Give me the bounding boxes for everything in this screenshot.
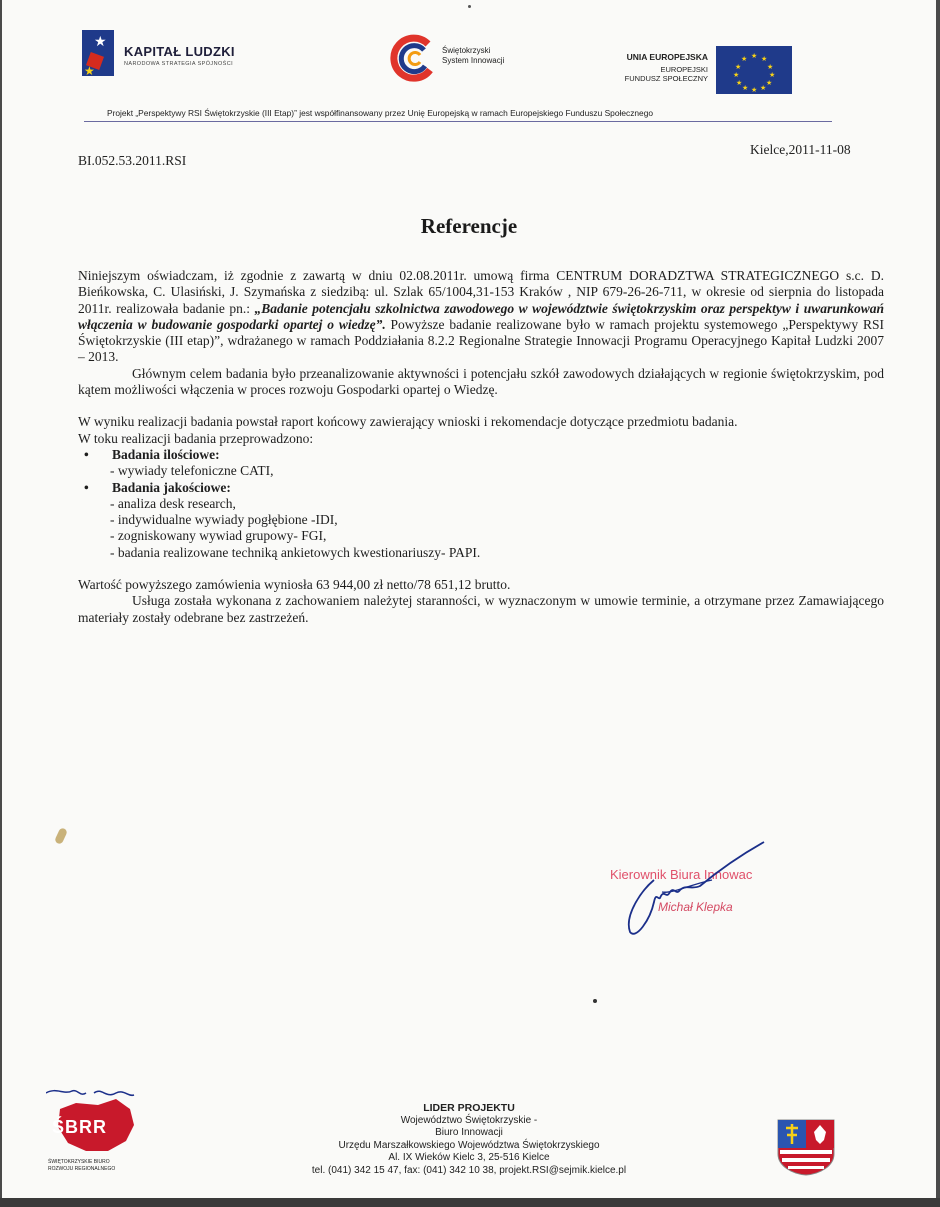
- footer-line-4: Al. IX Wieków Kielc 3, 25-516 Kielce: [388, 1152, 550, 1164]
- stamp-line-2: Michał Klepka: [658, 900, 733, 914]
- kapital-ludzki-logo: [82, 30, 262, 80]
- paragraph-4: W toku realizacji badania przeprowadzono:: [78, 430, 314, 446]
- stamp-line-1: Kierownik Biura Innowac: [610, 867, 753, 882]
- eu-block: [602, 46, 802, 96]
- paragraph-3: W wyniku realizacji badania powstał raport końcowy zawierający wnioski i rekomendacje dotyczące przedmiotu badania.: [78, 414, 738, 430]
- kapital-ludzki-subtitle: NARODOWA STRATEGIA SPÓJNOŚCI: [124, 61, 233, 67]
- list-item-quantitative: • Badania ilościowe:: [78, 447, 884, 463]
- kapital-ludzki-title: KAPITAŁ LUDZKI: [124, 44, 235, 59]
- paragraph-5: Wartość powyższego zamówienia wyniosła 63 944,00 zł netto/78 651,12 brutto.: [78, 577, 511, 593]
- study-title: „Badanie potencjału szkolnictwa zawodowego w województwie świętokrzyskim oraz perspektyw i uwarunkowań włączenia w budowanie gospodarki opartej o wiedzę”.: [78, 300, 884, 332]
- footer-line-2: Biuro Innowacji: [435, 1127, 503, 1139]
- sbrr-subtitle-1: ŚWIĘTOKRZYSKIE BIURO: [48, 1159, 110, 1165]
- paragraph-1: [78, 268, 884, 366]
- eu-line3: FUNDUSZ SPOŁECZNY: [624, 74, 708, 83]
- list-item-qualitative: • Badania jakościowe:: [78, 480, 884, 496]
- letter-page: [2, 0, 936, 1198]
- methods-list: [78, 447, 884, 561]
- sbrr-subtitle-2: ROZWOJU REGIONALNEGO: [48, 1166, 116, 1172]
- signature-stamp: [602, 840, 822, 950]
- letter-heading: Referencje: [420, 214, 518, 238]
- coat-of-arms-icon: [776, 1118, 836, 1176]
- ssi-logo: [390, 34, 530, 84]
- letter-body: [78, 268, 884, 626]
- ssi-line2: System Innowacji: [442, 56, 505, 65]
- paper-dot: [468, 5, 471, 8]
- eu-line1: UNIA EUROPEJSKA: [626, 52, 708, 62]
- footer-line-5: tel. (041) 342 15 47, fax: (041) 342 10 38, projekt.RSI@sejmik.kielce.pl: [311, 1164, 627, 1176]
- sbrr-logo-text: ŚBRR: [52, 1117, 108, 1137]
- place-and-date: Kielce,2011-11-08: [750, 142, 851, 157]
- paper-smudge: [54, 827, 68, 845]
- footer-line-1: Województwo Świętokrzyskie -: [400, 1114, 538, 1126]
- list-item: - wywiady telefoniczne CATI,: [110, 463, 274, 479]
- scan-edge-shadow: [0, 1198, 940, 1207]
- handwritten-signature-icon: [602, 840, 822, 950]
- eu-flag-icon: ★ ★ ★ ★ ★ ★ ★ ★ ★ ★ ★ ★: [716, 46, 792, 94]
- header-divider: [84, 121, 832, 122]
- list-item: - badania realizowane techniką ankietowych kwestionariuszy- PAPI.: [110, 544, 481, 560]
- eu-line2: EUROPEJSKI: [660, 65, 708, 74]
- list-item: - indywidualne wywiady pogłębione -IDI,: [110, 512, 338, 528]
- footer-title: LIDER PROJEKTU: [423, 1102, 515, 1114]
- paper-dot: [593, 999, 597, 1003]
- paragraph-6: Usługa została wykonana z zachowaniem należytej staranności, w wyznaczonym w umowie terminie, a otrzymane przez Zamawiającego materiały zostały odebrane bez zastrzeżeń.: [78, 593, 884, 625]
- paragraph-2: Głównym celem badania było przeanalizowanie aktywności i potencjału szkół zawodowych działających w regionie świętokrzyskim, pod kątem możliwości włączenia w proces rozwoju Gospodarki opartej o Wiedzę.: [78, 365, 884, 398]
- ssi-line1: Świętokrzyski: [442, 46, 491, 55]
- paragraph-1-intro: Niniejszym oświadczam, iż zgodnie z zawartą w dniu 02.08.2011r. umową firma CENTRUM DORADZTWA STRATEGICZNEGO s.c. D. Bieńkowska, C. Ulasiński, J. Szymańska z siedzibą: ul. Szlak 65/1004,31-153 Kraków , NIP 679-26-26-711, w okresie od sierpnia do listopada 2011r. realizowała badanie pn.:: [78, 268, 884, 316]
- project-cofinancing-line: Projekt „Perspektywy RSI Świętokrzyskie (III Etap)” jest współfinansowany przez Unię Europejską w ramach Europejskiego Funduszu Społecznego: [107, 108, 654, 118]
- footer-line-3: Urzędu Marszałkowskiego Województwa Świętokrzyskiego: [338, 1139, 600, 1151]
- list-item: - zogniskowany wywiad grupowy- FGI,: [110, 528, 327, 544]
- reference-number: BI.052.53.2011.RSI: [78, 153, 187, 168]
- list-item: - analiza desk research,: [110, 495, 236, 511]
- kapital-ludzki-flag-icon: ★ ★: [82, 30, 114, 76]
- paragraph-1-rest: Powyższe badanie realizowane było w ramach projektu systemowego „Perspektywy RSI Świętokrzyskie (III etap)”, wdrażanego w ramach Poddziałania 8.2.2 Regionalne Strategie Innowacji Programu Operacyjnego Kapitał Ludzki 2007 – 2013.: [78, 316, 884, 365]
- ssi-swirl-icon: [390, 34, 440, 84]
